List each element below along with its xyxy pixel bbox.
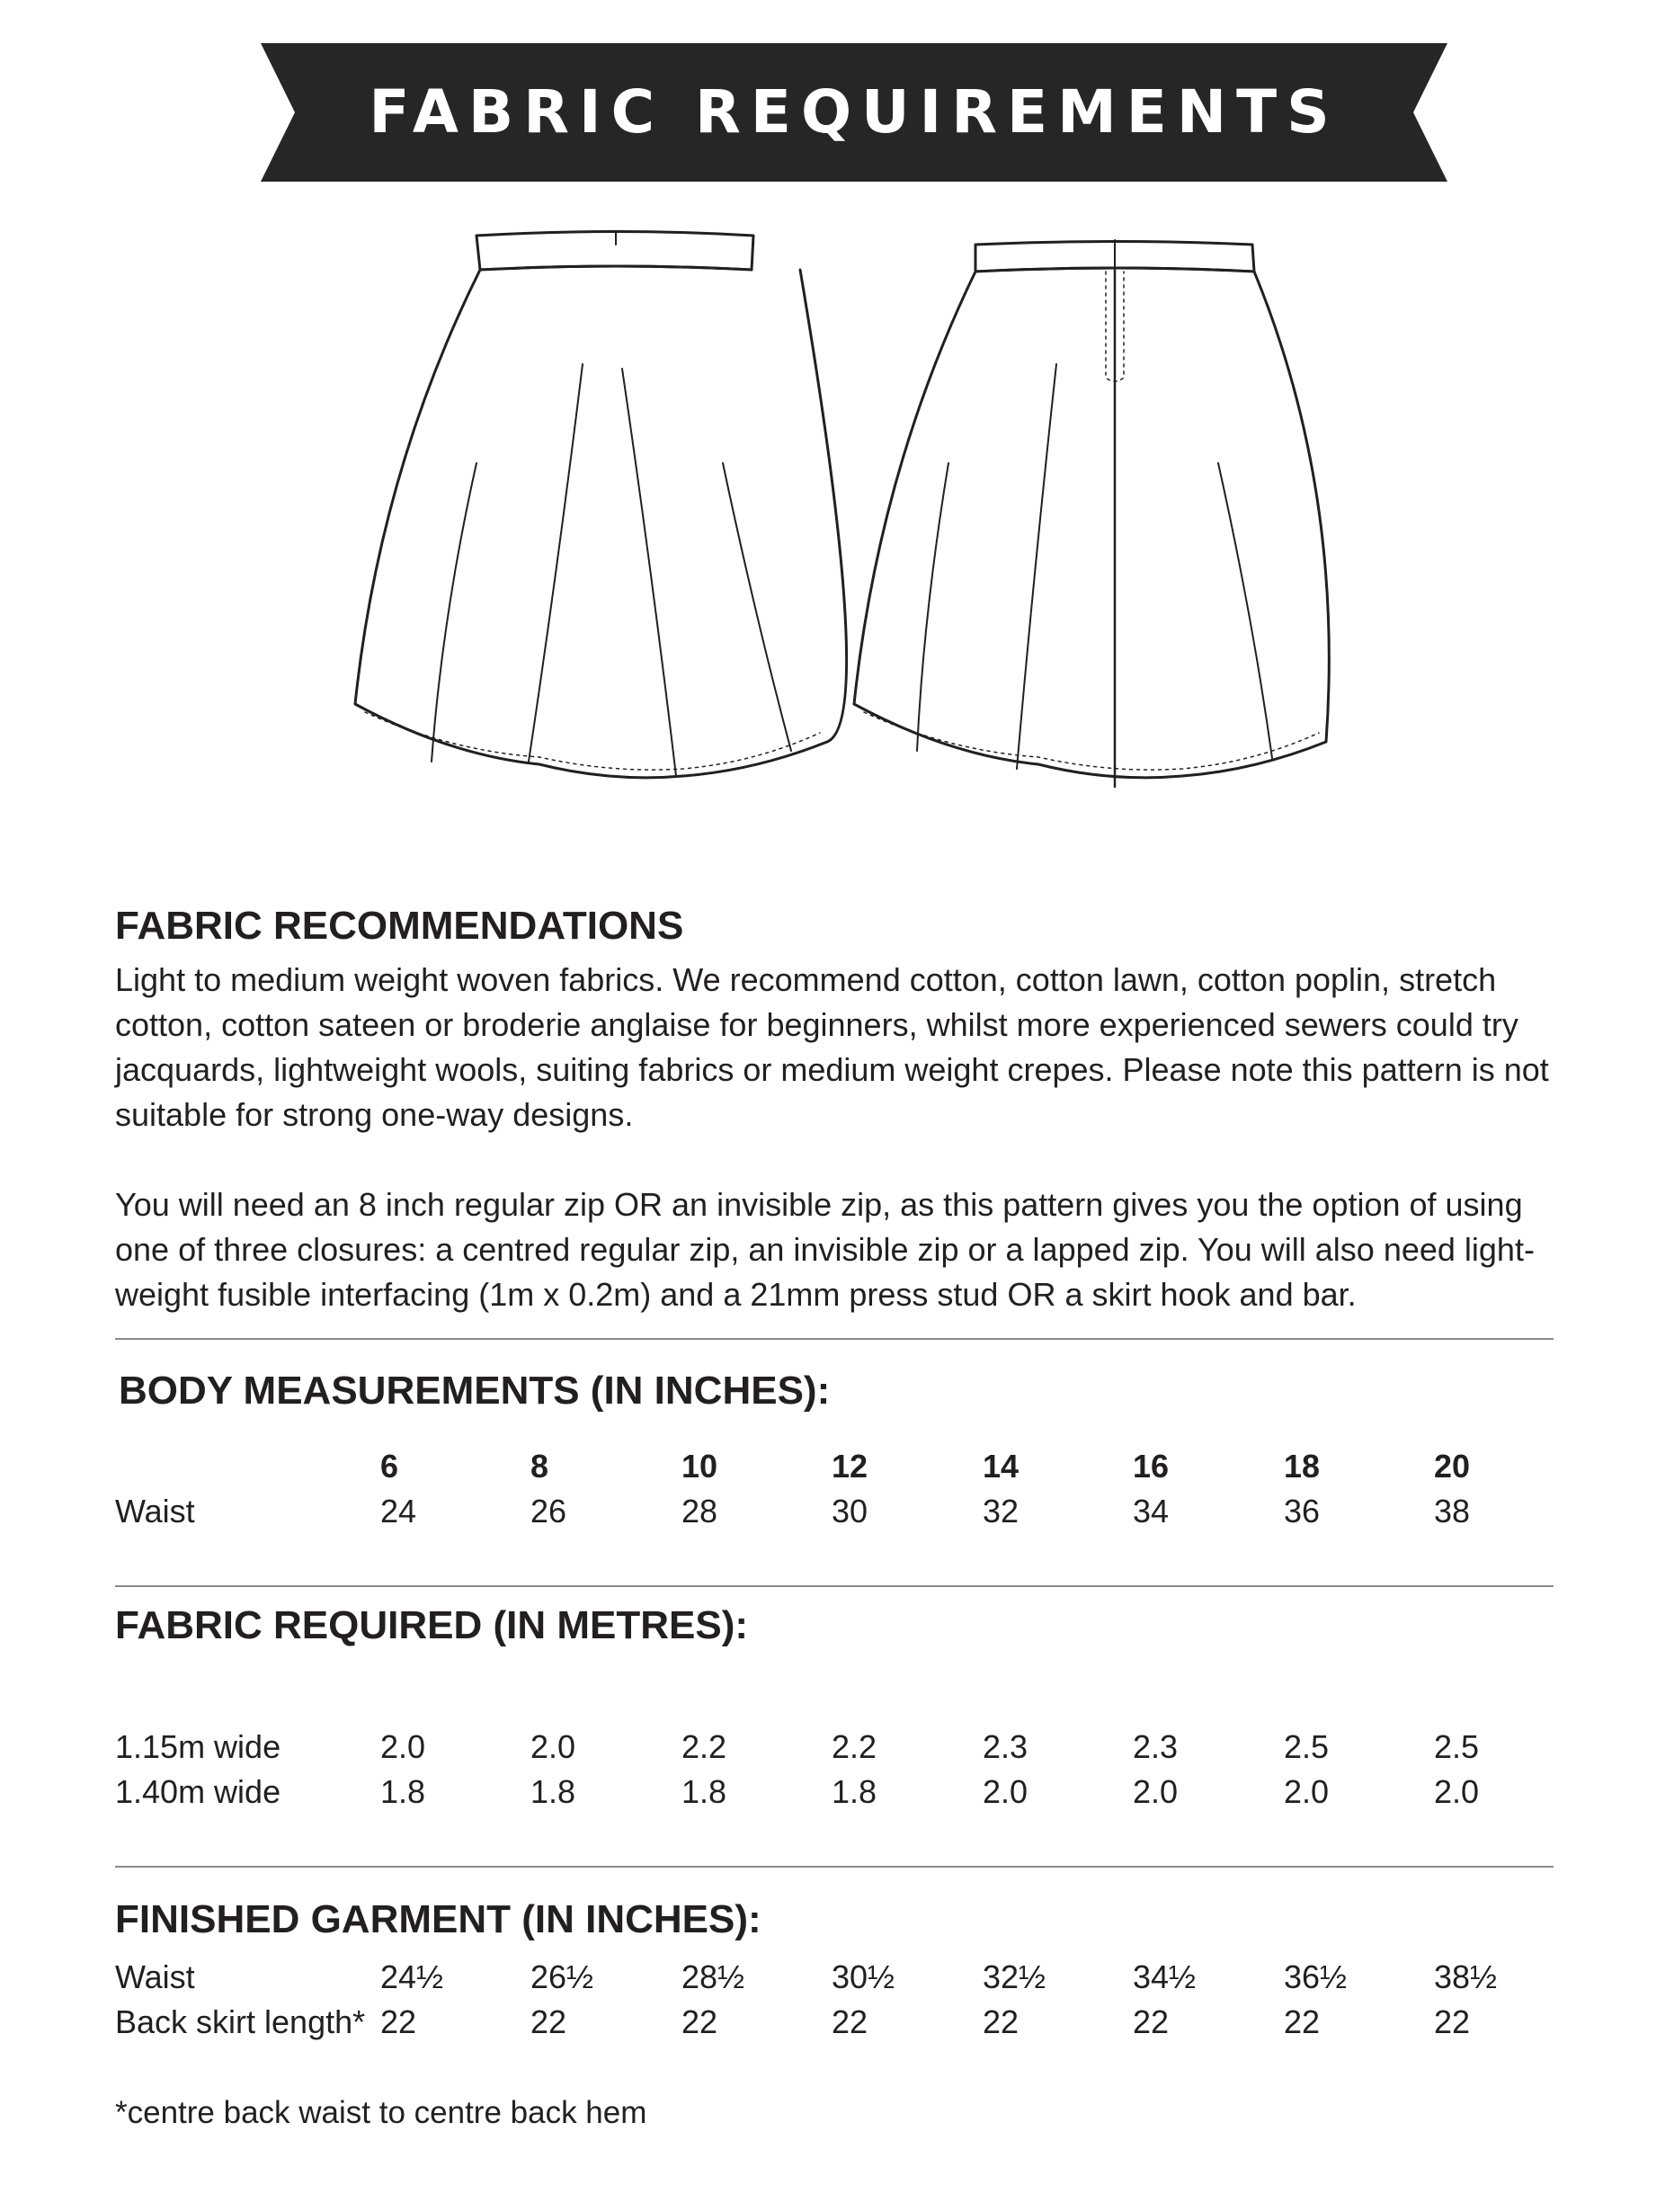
table-cell: 24 (380, 1493, 417, 1530)
table-cell: 22 (380, 2003, 417, 2040)
table-cell: 2.0 (380, 1728, 426, 1765)
table-cell: 1.8 (681, 1773, 727, 1810)
table-cell: 2.0 (530, 1728, 576, 1765)
table-cell: 2.3 (1133, 1728, 1179, 1765)
table-cell: 22 (1284, 2003, 1321, 2040)
size-label: 12 (832, 1448, 868, 1485)
table-row (115, 1493, 1554, 1538)
table-cell: 24½ (380, 1958, 444, 1995)
table-cell: 36½ (1284, 1958, 1348, 1995)
table-cell: 28 (681, 1493, 718, 1530)
table-cell: 30½ (832, 1958, 895, 1995)
notions-text: You will need an 8 inch regular zip OR an invisible zip, as this pattern gives you the option of using one of three closures: a centred regular zip, an invisible zip or a lapped zip. You will also need light-weight fusible interfacing (1m x 0.2m) and a 21mm press stud OR a skirt hook and bar. (115, 1186, 1535, 1313)
table-cell: 32½ (983, 1958, 1046, 1995)
table-cell: 1.8 (530, 1773, 576, 1810)
table-cell: 2.0 (1284, 1773, 1330, 1810)
skirt-front-drawing (355, 231, 847, 778)
fabric-required-heading: FABRIC REQUIRED (IN METRES): (115, 1603, 748, 1647)
table-cell: 22 (832, 2003, 868, 2040)
skirt-back-drawing (854, 240, 1329, 787)
size-label: 8 (530, 1448, 549, 1485)
table-cell: 1.8 (832, 1773, 877, 1810)
table-row (115, 2003, 1554, 2048)
table-cell: 2.2 (832, 1728, 877, 1765)
table-cell: 22 (681, 2003, 718, 2040)
size-label: 20 (1434, 1448, 1471, 1485)
size-label: 10 (681, 1448, 718, 1485)
fabric-recommendations-heading: FABRIC RECOMMENDATIONS (115, 904, 684, 948)
table-cell: 26½ (530, 1958, 594, 1995)
table-cell: 30 (832, 1493, 868, 1530)
table-cell: 32 (983, 1493, 1020, 1530)
table-cell: 2.0 (1434, 1773, 1480, 1810)
table-cell: 2.0 (983, 1773, 1028, 1810)
divider (115, 1338, 1554, 1340)
size-label: 6 (380, 1448, 399, 1485)
divider (115, 1585, 1554, 1587)
table-cell: 2.5 (1284, 1728, 1330, 1765)
body-measurements-heading: BODY MEASUREMENTS (IN INCHES): (119, 1369, 831, 1413)
table-row (115, 1728, 1554, 1773)
table-cell: 2.0 (1133, 1773, 1179, 1810)
table-cell: 1.8 (380, 1773, 426, 1810)
finished-garment-heading: FINISHED GARMENT (IN INCHES): (115, 1897, 761, 1941)
table-cell: 38 (1434, 1493, 1471, 1530)
fabric-recommendations-text: Light to medium weight woven fabrics. We recommend cotton, cotton lawn, cotton poplin, stretch cotton, cotton sateen or broderie anglaise for beginners, whilst more experienced sewers could try jacquards, lightweight wools, suiting fabrics or medium weight crepes. Please note this pattern is not suitable for strong one-way designs. (115, 961, 1549, 1133)
table-cell: 2.2 (681, 1728, 727, 1765)
table-cell: 2.3 (983, 1728, 1028, 1765)
table-cell: 22 (530, 2003, 567, 2040)
table-cell: 2.5 (1434, 1728, 1480, 1765)
divider (115, 1866, 1554, 1868)
page-title: FABRIC REQUIREMENTS (369, 77, 1340, 147)
table-row (115, 1773, 1554, 1818)
table-cell: 38½ (1434, 1958, 1498, 1995)
row-label: Back skirt length* (115, 2003, 366, 2040)
table-cell: 34½ (1133, 1958, 1197, 1995)
row-label: Waist (115, 1493, 195, 1530)
row-label: 1.40m wide (115, 1773, 281, 1810)
row-label: Waist (115, 1958, 195, 1995)
row-label: 1.15m wide (115, 1728, 281, 1765)
table-cell: 34 (1133, 1493, 1170, 1530)
table-cell: 22 (1133, 2003, 1170, 2040)
size-header-row (115, 1448, 1554, 1493)
size-label: 16 (1133, 1448, 1170, 1485)
size-label: 14 (983, 1448, 1020, 1485)
table-cell: 22 (983, 2003, 1020, 2040)
table-cell: 28½ (681, 1958, 745, 1995)
table-row (115, 1958, 1554, 2003)
skirt-illustrations (342, 220, 1331, 814)
table-cell: 22 (1434, 2003, 1471, 2040)
footnote: *centre back waist to centre back hem (115, 2095, 647, 2130)
table-cell: 36 (1284, 1493, 1321, 1530)
title-banner (261, 43, 1447, 182)
table-cell: 26 (530, 1493, 567, 1530)
size-label: 18 (1284, 1448, 1321, 1485)
